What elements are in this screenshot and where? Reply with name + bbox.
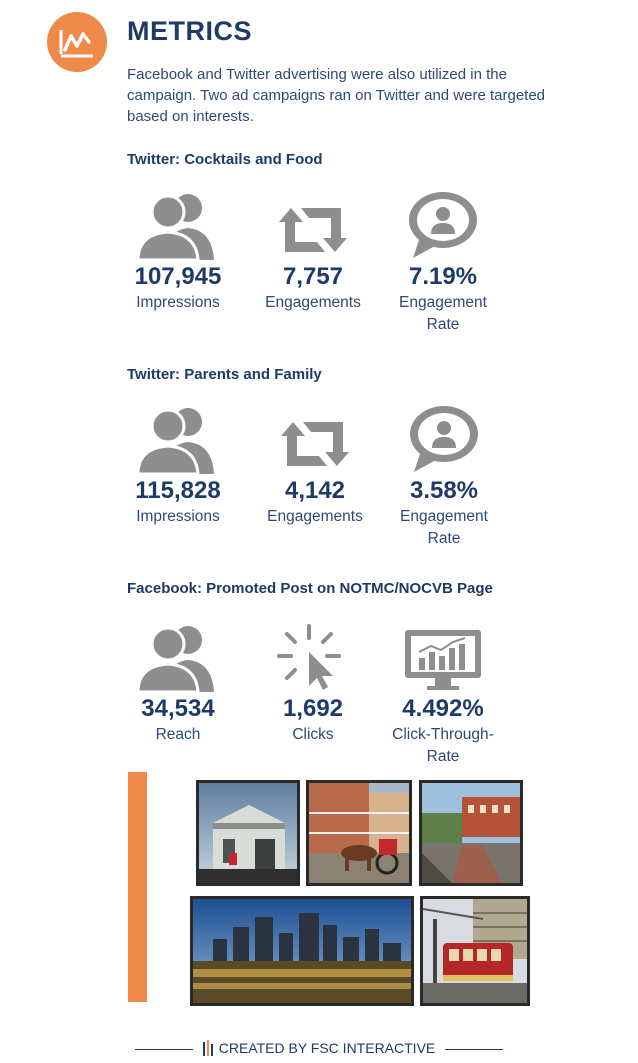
intro-text: Facebook and Twitter advertising were also utilized in the campaign. Two ad campaigns ran on Twitter and were targeted based on interests.: [127, 66, 546, 125]
photo-streetcar: [420, 896, 530, 1006]
stat-value: 7.19%: [408, 263, 478, 290]
photo-building: [196, 780, 300, 886]
stat-engagements: [250, 402, 380, 528]
stat-label: Impressions: [136, 508, 220, 525]
stat-label: Click-Through-Rate: [392, 726, 494, 765]
cursor-click-icon: [248, 620, 378, 692]
logo-icon: [47, 12, 107, 72]
stat-value: 4.492%: [402, 695, 484, 722]
people-icon: [113, 620, 243, 692]
stat-value: 34,534: [141, 695, 215, 722]
stat-click-through-rate: [378, 620, 508, 768]
retweet-icon: [250, 402, 380, 474]
profile-bubble-icon: [378, 188, 508, 260]
retweet-icon: [248, 188, 378, 260]
stat-label-line2: Rate: [427, 530, 461, 547]
footer: [0, 1040, 638, 1059]
footer-text: CREATED BY FSC INTERACTIVE: [218, 1040, 436, 1057]
stat-label: Engagements: [265, 294, 361, 311]
footer-divider-right: [445, 1049, 503, 1050]
photo-carriage: [306, 780, 412, 886]
stat-value: 4,142: [284, 477, 346, 504]
stat-reach: [113, 620, 243, 746]
stat-label: Engagements: [267, 508, 363, 525]
stat-clicks: [248, 620, 378, 746]
photo-skyline: [190, 896, 414, 1006]
page-title: METRICS: [127, 16, 252, 46]
stat-value: 107,945: [134, 263, 222, 290]
footer-divider-left: [135, 1049, 193, 1050]
stat-value: 7,757: [282, 263, 344, 290]
stat-label: Reach: [155, 726, 201, 743]
stat-label: Clicks: [292, 726, 334, 743]
stat-label: Engagement: [399, 294, 487, 311]
stat-label: Engagement: [400, 508, 488, 525]
accent-bar: [128, 772, 147, 1002]
monitor-chart-icon: [378, 620, 508, 692]
profile-bubble-icon: [379, 402, 509, 474]
stat-engagement-rate: [379, 402, 509, 550]
stat-value: 115,828: [135, 477, 221, 504]
stat-engagements: [248, 188, 378, 314]
stat-value: 3.58%: [409, 477, 479, 504]
section-title-cocktails: Twitter: Cocktails and Food: [127, 151, 323, 168]
people-icon: [113, 402, 243, 474]
section-title-parents: Twitter: Parents and Family: [127, 366, 322, 383]
photo-street: [419, 780, 523, 886]
stat-impressions: [113, 188, 243, 314]
fsc-logo-icon: [203, 1040, 215, 1059]
stat-label: Impressions: [136, 294, 220, 311]
stat-engagement-rate: [378, 188, 508, 336]
stat-label-line2: Rate: [426, 316, 460, 333]
stat-impressions: [113, 402, 243, 528]
section-title-facebook: Facebook: Promoted Post on NOTMC/NOCVB Page: [127, 580, 493, 597]
people-icon: [113, 188, 243, 260]
stat-value: 1,692: [282, 695, 344, 722]
